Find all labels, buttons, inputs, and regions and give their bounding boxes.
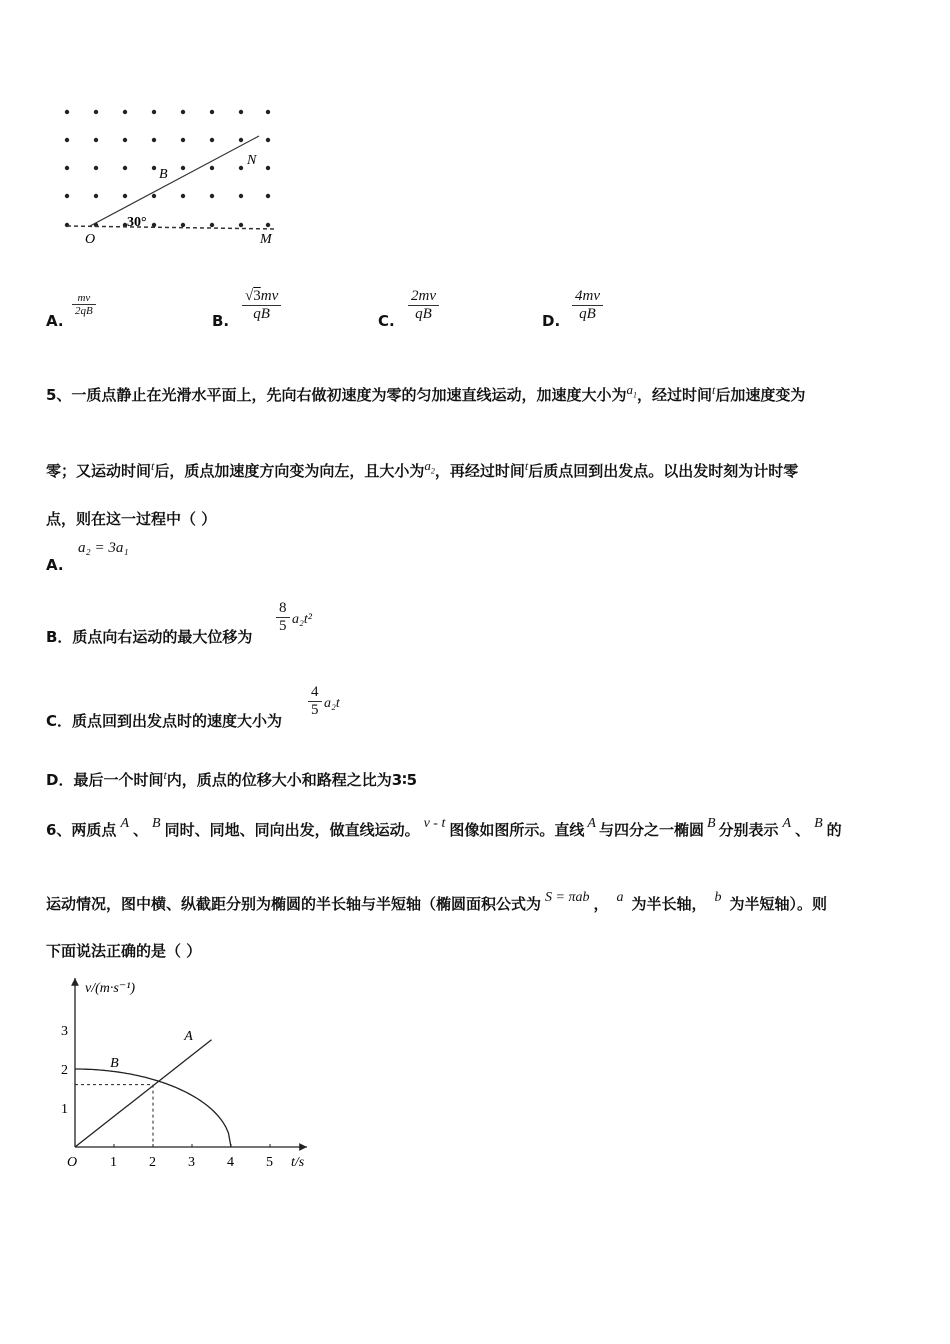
q5-option-c[interactable]: C．质点回到出发点时的速度大小为 $\frac{4}{5}$ a₂t xyxy=(46,684,340,730)
label-m: M xyxy=(260,232,272,247)
field-dot xyxy=(123,166,127,170)
x-axis-label: t/s xyxy=(291,1155,305,1170)
field-dot xyxy=(123,110,127,114)
q5-line3: 点，则在这一过程中（ ） xyxy=(46,510,217,528)
field-dot xyxy=(239,138,243,142)
field-dot xyxy=(152,138,156,142)
field-dot xyxy=(181,194,185,198)
series-a-label: A xyxy=(184,1028,193,1044)
x-tick-label: 5 xyxy=(266,1155,273,1170)
field-dot xyxy=(181,223,185,227)
field-dot xyxy=(65,110,69,114)
field-dot xyxy=(210,138,214,142)
q4-option-c[interactable]: C. $\frac{2mv}{qB}$ xyxy=(378,288,395,330)
field-dot xyxy=(266,194,270,198)
q5-line2: 零；又运动时间$^t$后，质点加速度方向变为向左，且大小为$a_2$，再经过时间$^t$后质点回到出发点。以出发时刻为计时零 xyxy=(46,458,799,480)
q4-option-b[interactable]: B. $\frac{√3mv}{qB}$ xyxy=(212,288,229,330)
field-dot xyxy=(94,194,98,198)
field-dot xyxy=(239,166,243,170)
field-dot xyxy=(152,166,156,170)
y-axis-label: v/(m·s⁻¹) xyxy=(85,981,136,996)
q4-options xyxy=(46,288,746,348)
line-om xyxy=(67,226,277,229)
field-dot xyxy=(123,194,127,198)
field-dot xyxy=(210,110,214,114)
q6-line1: 6、两质点 A 、 B 同时、同地、同向出发，做直线运动。 v - t 图像如图所示。直线 A 与四分之一椭圆 B 分别表示 A 、 B 的 xyxy=(46,816,842,839)
label-angle: 30° xyxy=(127,215,147,230)
x-tick-label: 1 xyxy=(110,1155,117,1170)
q5-option-b[interactable]: B．质点向右运动的最大位移为 $\frac{8}{5}$ a₂t² xyxy=(46,600,312,646)
field-dot xyxy=(210,194,214,198)
field-dot xyxy=(94,110,98,114)
field-dot xyxy=(239,110,243,114)
q5-line1: 5、一质点静止在光滑水平面上，先向右做初速度为零的匀加速直线运动，加速度大小为$a_1$，经过时间$^t$后加速度变为 xyxy=(46,382,806,404)
field-dot xyxy=(210,166,214,170)
label-o: O xyxy=(85,232,96,247)
field-dot xyxy=(181,110,185,114)
field-dot xyxy=(210,223,214,227)
field-dot xyxy=(266,166,270,170)
field-dot xyxy=(152,110,156,114)
q4-option-d[interactable]: D. $\frac{4mv}{qB}$ xyxy=(542,288,560,330)
q6-line3: 下面说法正确的是（ ） xyxy=(46,942,202,960)
field-dot xyxy=(94,138,98,142)
x-tick-label: 4 xyxy=(227,1155,234,1170)
field-dot xyxy=(266,110,270,114)
series-a-line xyxy=(75,1040,212,1147)
field-dot xyxy=(65,194,69,198)
q5-option-d[interactable]: D．最后一个时间$^t$内，质点的位移大小和路程之比为3∶5 xyxy=(46,768,418,789)
field-dot xyxy=(152,194,156,198)
field-dot xyxy=(123,138,127,142)
label-n: N xyxy=(247,153,257,168)
vt-chart xyxy=(55,970,325,1180)
x-tick-label: 3 xyxy=(188,1155,195,1170)
magnetic-field-figure xyxy=(55,100,290,250)
q4-option-a[interactable]: A. $\frac{mv}{2qB}$ xyxy=(46,288,64,330)
x-tick-label: O xyxy=(67,1155,78,1170)
field-dot xyxy=(94,166,98,170)
y-tick-label: 1 xyxy=(61,1102,68,1117)
y-tick-label: 2 xyxy=(61,1063,68,1078)
series-b-label: B xyxy=(110,1056,119,1072)
q6-line2: 运动情况，图中横、纵截距分别为椭圆的半长轴与半短轴（椭圆面积公式为 S = πab ， a 为半长轴， b 为半短轴）。则 xyxy=(46,890,828,913)
field-dot xyxy=(239,223,243,227)
field-dot xyxy=(266,223,270,227)
field-dot xyxy=(65,138,69,142)
field-dot xyxy=(239,194,243,198)
label-b: B xyxy=(159,167,168,182)
field-dot xyxy=(65,166,69,170)
line-on xyxy=(90,136,259,226)
field-dot xyxy=(181,166,185,170)
y-tick-label: 3 xyxy=(61,1024,68,1039)
field-dot xyxy=(181,138,185,142)
x-tick-label: 2 xyxy=(149,1155,156,1170)
field-dot xyxy=(266,138,270,142)
